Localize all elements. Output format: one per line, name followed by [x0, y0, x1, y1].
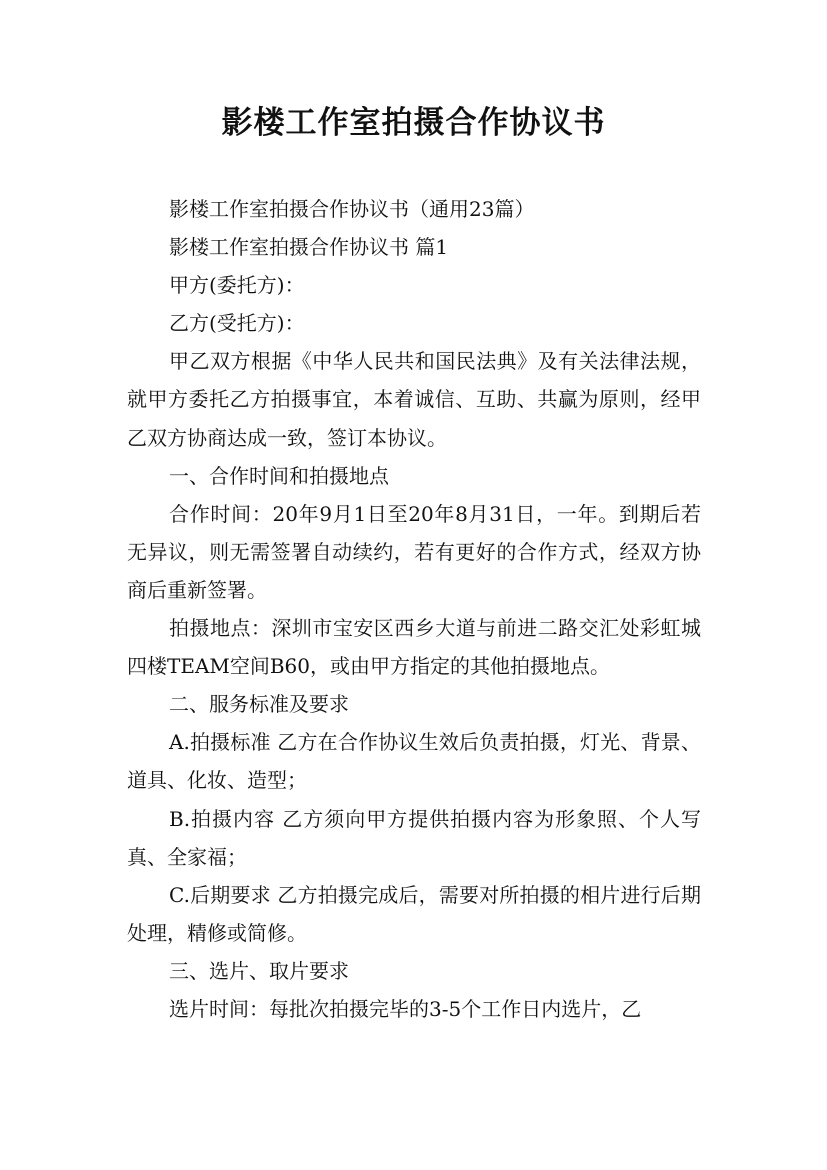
section-heading: 影楼工作室拍摄合作协议书 篇1 — [169, 235, 449, 260]
standard-c-paragraph: C.后期要求 乙方拍摄完成后，需要对所拍摄的相片进行后期处理，精修或简修。 — [127, 882, 701, 945]
selection-time-paragraph: 选片时间：每批次拍摄完毕的3-5个工作日内选片，乙 — [169, 996, 642, 1021]
clause-heading-2: 二、服务标准及要求 — [169, 692, 349, 717]
clause-heading-3: 三、选片、取片要求 — [169, 958, 349, 983]
standard-b-paragraph: B.拍摄内容 乙方须向甲方提供拍摄内容为形象照、个人写真、全家福； — [127, 806, 701, 869]
party-b-line: 乙方(受托方)： — [169, 311, 305, 336]
cooperation-time-paragraph: 合作时间：20年9月1日至20年8月31日，一年。到期后若无异议，则无需签署自动续约，若有更好的合作方式，经双方协商后重新签署。 — [127, 501, 701, 602]
shooting-location-paragraph: 拍摄地点：深圳市宝安区西乡大道与前进二路交汇处彩虹城四楼TEAM空间B60，或由甲方指定的其他拍摄地点。 — [127, 616, 701, 679]
party-a-line: 甲方(委托方)： — [169, 273, 305, 298]
preamble-paragraph: 甲乙双方根据《中华人民共和国民法典》及有关法律法规，就甲方委托乙方拍摄事宜，本着诚信、互助、共赢为原则，经甲乙双方协商达成一致，签订本协议。 — [127, 349, 701, 450]
document-title: 影楼工作室拍摄合作协议书 — [221, 105, 606, 141]
clause-heading-1: 一、合作时间和拍摄地点 — [169, 463, 389, 488]
document-body — [127, 190, 701, 1028]
standard-a-paragraph: A.拍摄标准 乙方在合作协议生效后负责拍摄，灯光、背景、道具、化妆、造型； — [127, 730, 701, 793]
document-subtitle: 影楼工作室拍摄合作协议书（通用23篇） — [169, 197, 535, 221]
